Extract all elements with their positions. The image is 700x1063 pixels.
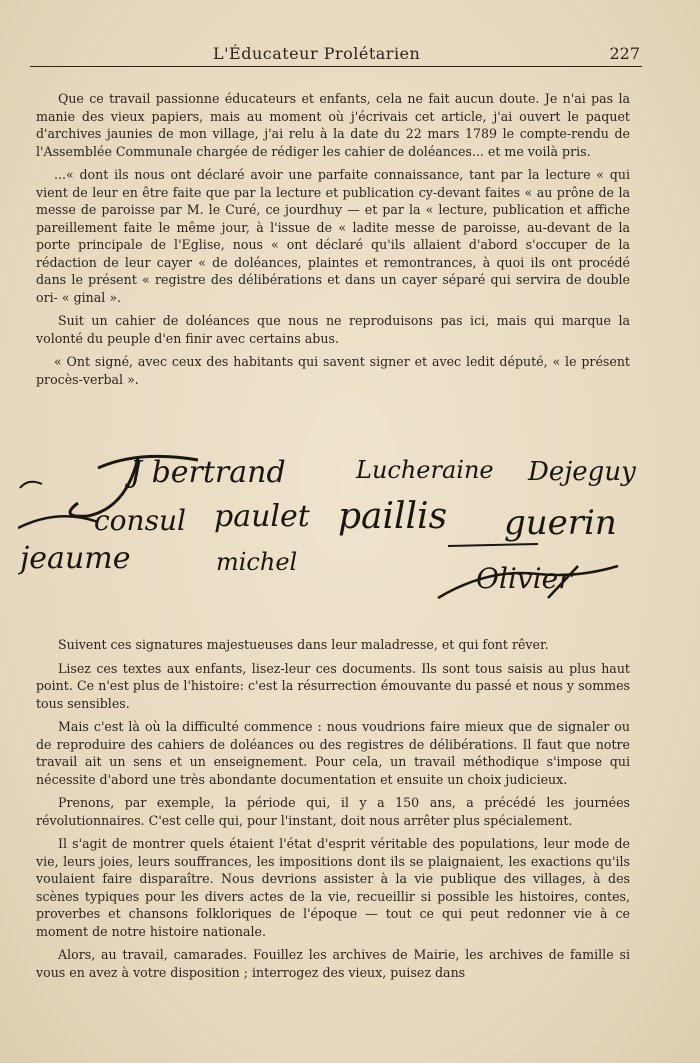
paragraph: Suit un cahier de doléances que nous ne reproduisons pas ici, mais qui marque la volonté du peuple d'en finir avec certains abus. — [36, 313, 630, 346]
paragraph: Lisez ces textes aux enfants, lisez-leur ces documents. Ils sont tous saisis au plus haut point. Ce n'est plus de l'histoire: c'est la résurrection émouvante du passé et nous y sommes tous sensibles. — [36, 660, 630, 711]
signature-text: Lucheraine — [356, 456, 494, 484]
paragraph: Mais c'est là où la difficulté commence : nous voudrions faire mieux que de signaler ou de reproduire des cahiers de doléances ou des registres de délibérations. Il faut que notre travail ait un sens et un enseignement. Pour cela, un travail méthodique s'impose qui nécessite d'abord une très abondante documentation et ensuite un choix judicieux. — [36, 719, 630, 787]
signature-text: paillis — [338, 496, 448, 537]
article-body-top — [36, 90, 630, 394]
paragraph: Que ce travail passionne éducateurs et enfants, cela ne fait aucun doute. Je n'ai pas la manie des vieux papiers, mais au moment où j'écrivais cet article, j'ai ouvert le paquet d'archives jaunies de mon village, j'ai relu à la date du 22 mars 1789 le compte-rendu de l'Assemblée Communale chargée de rédiger les cahier de doléances... et me voilà pris. — [36, 91, 630, 159]
signatures-image — [18, 448, 682, 620]
signature-text: michel — [216, 548, 298, 576]
signature-text: jeaume — [20, 541, 131, 576]
paragraph: Il s'agit de montrer quels étaient l'état d'esprit véritable des populations, leur mode de vie, leurs joies, leurs souffrances, les impositions dont ils se plaignaient, les exactions qu'ils voulaient faire disparaître. Nous devrions assister à la vie publique des villages, à des scènes typiques pour les divers actes de la vie, recueillir si possible les histoires, contes, proverbes et chansons folkloriques de l'époque — tout ce qui peut redonner vie à ce moment de notre histoire nationale. — [36, 836, 630, 939]
running-title: L'Éducateur Prolétarien — [213, 44, 421, 63]
paragraph: Alors, au travail, camarades. Fouillez les archives de Mairie, les archives de famille si vous en avez à votre disposition ; interrogez des vieux, puisez dans — [36, 947, 630, 980]
signature-text: guerin — [504, 503, 617, 543]
signature-text: Olivier — [476, 562, 572, 595]
paragraph: Suivent ces signatures majestueuses dans leur maladresse, et qui font rêver. — [58, 637, 549, 652]
paragraph: Prenons, par exemple, la période qui, il y a 150 ans, a précédé les journées révolutionnaires. C'est celle qui, pour l'instant, doit nous arrêter plus spécialement. — [36, 795, 630, 828]
signature-text: consul — [94, 504, 186, 537]
signature-text: paulet — [214, 499, 310, 534]
page-header — [30, 44, 642, 67]
signature-text: J bertrand — [130, 455, 286, 490]
signature-text: Dejeguy — [528, 457, 636, 487]
handwritten-signatures — [18, 448, 682, 620]
article-body-bottom — [36, 636, 630, 987]
quote-paragraph: « Ont signé, avec ceux des habitants qui savent signer et avec ledit député, « le présent procès-verbal ». — [36, 354, 630, 387]
page-number: 227 — [609, 44, 640, 63]
quote-paragraph: ...« dont ils nous ont déclaré avoir une parfaite connaissance, tant par la lecture « qui vient de leur en être faite que par la lecture et publication cy-devant faites « au prône de la messe de paroisse par M. le Curé, ce jourdhuy — et par la « lecture, publication et affiche pareillement faite le même jour, à l'issue de « ladite messe de paroisse, au-devant de la porte principale de l'Eglise, nous « ont déclaré qu'ils allaient d'abord s'occuper de la rédaction de leur cayer « de doléances, plaintes et remontrances, à quoi ils ont procédé dans le présent « registre des délibérations et dans un cayer séparé qui servira de double ori- « ginal ». — [36, 167, 630, 305]
